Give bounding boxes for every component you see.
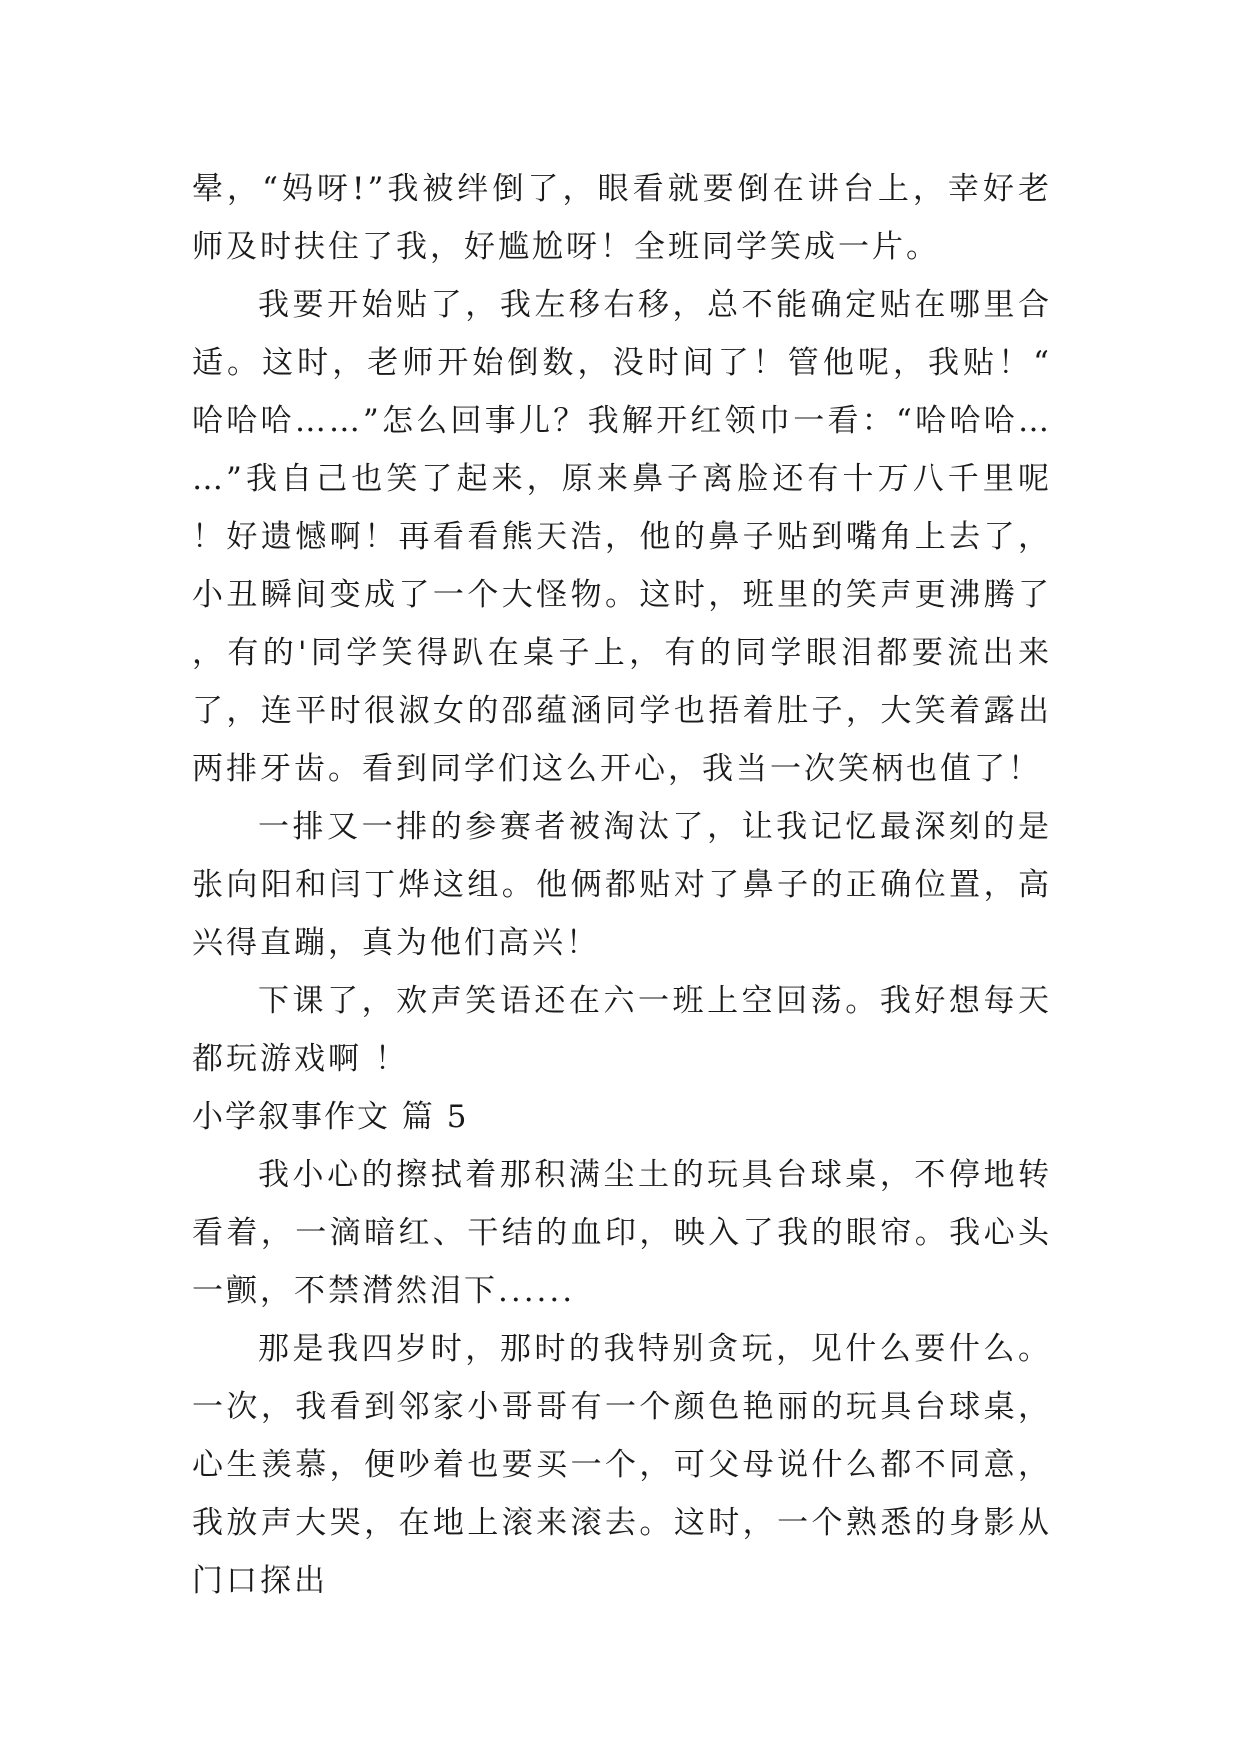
paragraph-4: 下课了，欢声笑语还在六一班上空回荡。我好想每天都玩游戏啊 ！ xyxy=(192,983,1052,1077)
section-heading: 小学叙事作文 篇 5 xyxy=(192,1099,469,1135)
paragraph-6: 那是我四岁时，那时的我特别贪玩，见什么要什么。一次，我看到邻家小哥哥有一个颜色艳丽的玩具台球桌，心生羡慕，便吵着也要买一个，可父母说什么都不同意，我放声大哭，在地上滚来滚去。这时，一个熟悉的身影从门口探出 xyxy=(192,1331,1052,1599)
paragraph-2: 我要开始贴了，我左移右移，总不能确定贴在哪里合适。这时，老师开始倒数，没时间了！管他呢，我贴！“哈哈哈……”怎么回事儿？我解开红领巾一看：“哈哈哈……”我自己也笑了起来，原来鼻子离脸还有十万八千里呢！好遗憾啊！再看看熊天浩，他的鼻子贴到嘴角上去了，小丑瞬间变成了一个大怪物。这时，班里的笑声更沸腾了，有的'同学笑得趴在桌子上，有的同学眼泪都要流出来了，连平时很淑女的邵蕴涵同学也捂着肚子，大笑着露出两排牙齿。看到同学们这么开心，我当一次笑柄也值了！ xyxy=(192,287,1052,787)
paragraph-1: 晕，“妈呀!”我被绊倒了，眼看就要倒在讲台上，幸好老师及时扶住了我，好尴尬呀！全班同学笑成一片。 xyxy=(192,171,1052,265)
paragraph-5: 我小心的擦拭着那积满尘土的玩具台球桌，不停地转看着，一滴暗红、干结的血印，映入了我的眼帘。我心头一颤，不禁潸然泪下...... xyxy=(192,1157,1052,1309)
document-body xyxy=(192,160,1052,1610)
paragraph-3: 一排又一排的参赛者被淘汰了，让我记忆最深刻的是张向阳和闫丁烨这组。他俩都贴对了鼻子的正确位置，高兴得直蹦，真为他们高兴！ xyxy=(192,809,1052,961)
